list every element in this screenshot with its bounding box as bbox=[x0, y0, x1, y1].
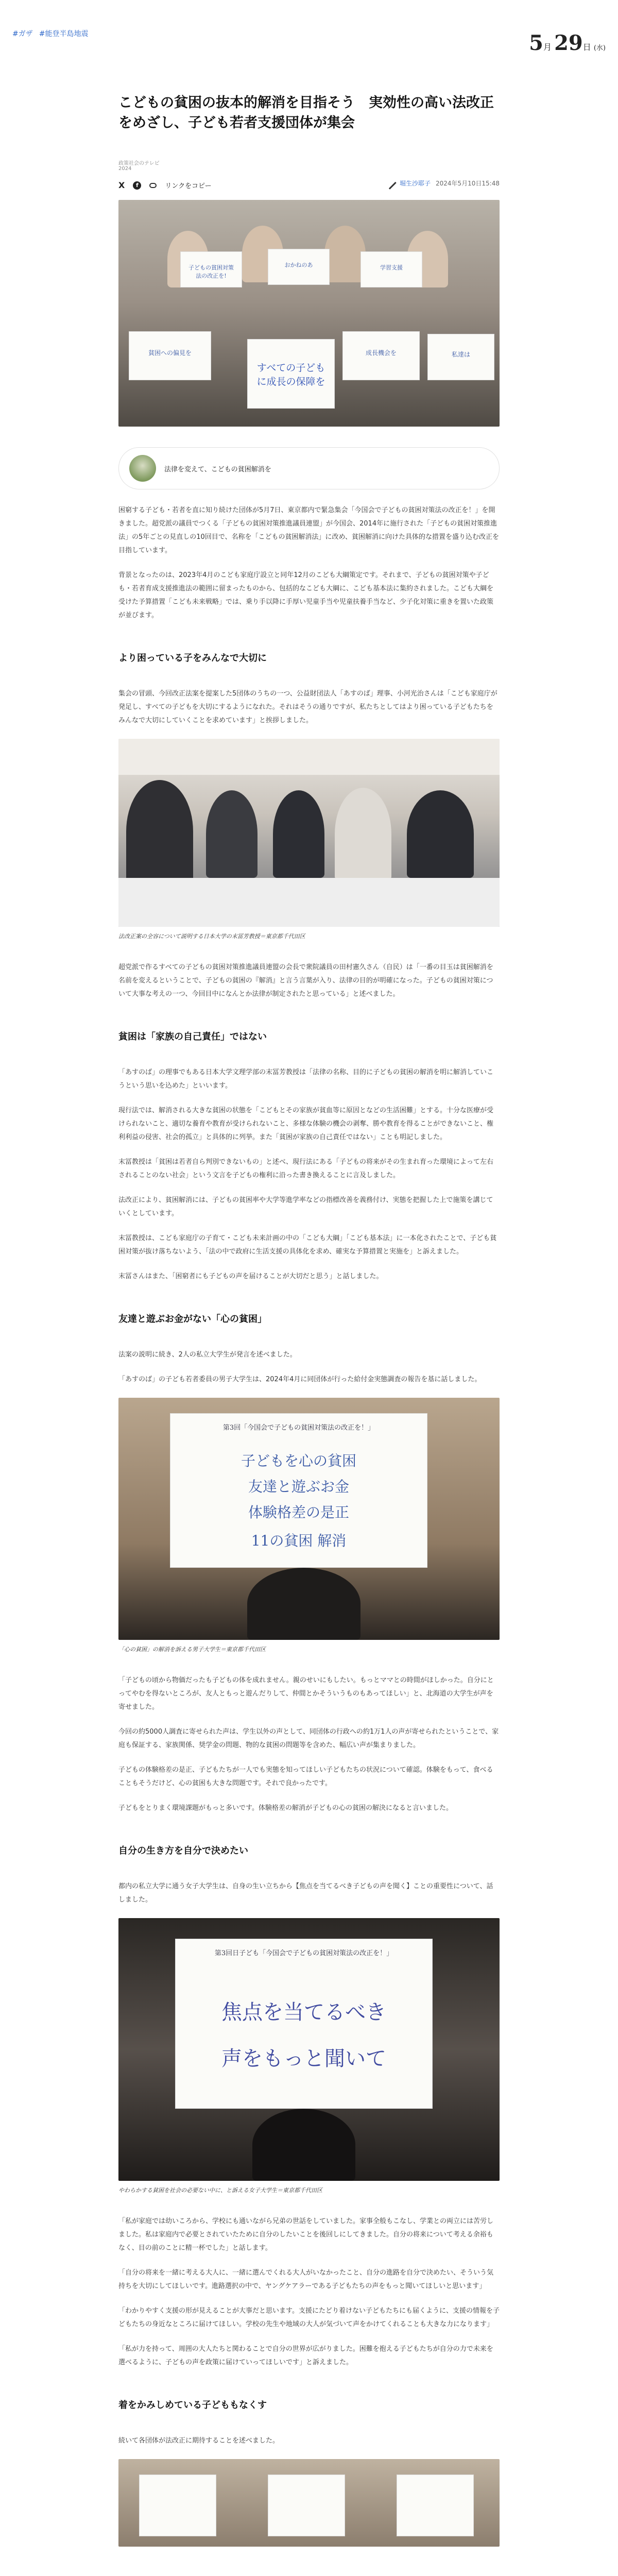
sign-photo bbox=[118, 1918, 500, 2181]
sign-text: おかねのあ bbox=[284, 262, 313, 269]
section-heading: 自分の生き方を自分で決めたい bbox=[118, 1845, 248, 1857]
sign-text: 貧困への偏見を bbox=[148, 349, 192, 357]
sign-photo bbox=[118, 1398, 500, 1640]
protest-sign bbox=[342, 331, 420, 380]
protest-sign bbox=[180, 251, 242, 287]
tag-link[interactable]: #能登半島地震 bbox=[39, 30, 89, 38]
link-icon[interactable] bbox=[149, 183, 157, 188]
panel-photo bbox=[118, 739, 500, 927]
lead-caption-text: 法律を変えて、こどもの貧困解消を bbox=[164, 465, 271, 473]
photo-caption: 「心の貧困」の解消を訴える男子大学生＝東京都千代田区 bbox=[118, 1646, 266, 1653]
source-sub-label: 2024 bbox=[118, 166, 132, 172]
share-bar bbox=[118, 180, 212, 190]
date-display bbox=[529, 31, 606, 55]
protest-sign bbox=[427, 334, 494, 380]
paragraph: 超党派で作るすべての子どもの貧困対策推進議員連盟の会長で衆院議員の田村憲久さん（自民）は「一番の目玉は貧困解消を名前を変えるということで、子どもの貧困の『解消』と言う言葉が入り、法律の目的が明確になった。子どもの貧困対策について大事な考えの一つ、今回目中になんとか法律が制定されたと思っている」と述べました。 bbox=[118, 963, 493, 998]
tag-link[interactable]: #ガザ bbox=[12, 30, 33, 38]
paragraph: 子どもの体験格差の是正、子どもたちが一人でも実態を知ってほしい子どもたちの状況について確認。体験をもって、食べることもそうだけど、心の貧困も大きな問題です。それで良かったです。 bbox=[118, 1766, 493, 1788]
paragraph: 末冨さんはまた、「困窮者にも子どもの声を届けることが大切だと思う」と話しました。 bbox=[118, 1273, 383, 1281]
paragraph: 背景となったのは、2023年4月のこども家庭庁設立と同年12月のこども大綱策定です。それまで、子どもの貧困対策や子ども・若者育成支援推進法の範囲に留まったものから、包括的なこども大綱に、こども基本法に集約されました。こども大綱を受けた予算措置「こども未来戦略」では、乗り手以降に手厚い児童手当や児童扶養手当など、少子化対策に重きを置いた政策が並びます。 bbox=[118, 571, 494, 620]
author-link[interactable]: 堀生沙耶子 bbox=[399, 179, 431, 187]
table bbox=[118, 878, 500, 927]
board-line: 体験格差の是正 bbox=[248, 1504, 349, 1521]
date-month: 5 bbox=[529, 31, 543, 55]
sign-text: 学習支援 bbox=[380, 264, 403, 272]
person-figure bbox=[324, 226, 366, 282]
x-share-icon[interactable]: X bbox=[118, 180, 125, 191]
board-header: 第3回日子ども「今国会で子どもの貧困対策法の改正を！」 bbox=[214, 1950, 393, 1958]
sign-text: すべての子どもに成長の保障を bbox=[256, 362, 325, 388]
paragraph: 現行法では、解消される大きな貧困の状態を「こどもとその家族が貧血等に原因となどの生活困難」とする。十分な医療が受けられないこと、適切な養育や教育が受けられないこと、多様な体験の機会の剥奪、勝や教育を得ることができないこと、権利利益の侵害、社会的孤立」と具体的に列挙。また「貧困が家族の自己責任ではない」ことも明記しました。 bbox=[118, 1107, 494, 1142]
protest-sign bbox=[247, 339, 335, 409]
paragraph: 「私が力を持って、周囲の大人たちと関わることで自分の世界が広がりました。困難を抱える子どもたちが自分の力で未来を選べるように、子どもの声を政策に届けていってほしいです」と訴えました。 bbox=[118, 2345, 493, 2367]
paragraph: 続いて各団体が法改正に期待することを述べました。 bbox=[118, 2437, 280, 2445]
article-title: こどもの貧困の抜本的解消を目指そう 実効性の高い法改正をめざし、子ども若者支援団体が集会 bbox=[118, 95, 494, 131]
paragraph: 末冨教授は「貧困は若者自ら判別できないもの」と述べ、現行法にある「子どもの将来がその生まれ育った環境によって左右されることのない社会」という文言を子どもの権利に沿った書き換えることに言及しました。 bbox=[118, 1158, 494, 1180]
person-figure bbox=[247, 1568, 360, 1640]
facebook-share-icon[interactable]: f bbox=[133, 181, 141, 190]
paragraph: 「子どもの頃から物価だったも子どもの体を成れません。親のせいにもしたい。もっとママとの時間がほしかった。自分にとってやむを得ないところが、友人ともっと遊んだりして、仲間とかそういうものもあってほしい」と、北海道の大学生が声を寄せました。 bbox=[118, 1676, 494, 1711]
board-line: 焦点を当てるべき bbox=[221, 2001, 386, 2025]
section-heading: より困っている子をみんなで大切に bbox=[118, 653, 267, 664]
paragraph: 都内の私立大学に通う女子大学生は、自身の生い立ちから【焦点を当てるべき子どもの声を聞く】ことの重要性について、話しました。 bbox=[118, 1883, 493, 1904]
paragraph: 子どもをとりまく環境課題がもっと多いです。体験格差の解消が子どもの心の貧困の解決になると言いました。 bbox=[118, 1804, 453, 1812]
paragraph: 「あすのば」の理事でもある日本大学文理学部の末冨芳教授は「法律の名称、目的に子どもの貧困の解消を明に解消していこうという思いを込めた」といいます。 bbox=[118, 1069, 494, 1090]
date-day-unit: 日 bbox=[582, 42, 591, 52]
paragraph: 困窮する子ども・若者を直に知り続けた団体が5月7日、東京都内で緊急集会「今国会で子どもの貧困対策法の改正を！」を開きました。超党派の議員でつくる「子どもの貧困対策推進議員連盟」が今国会、2014年に施行された「子どもの貧困対策推進法」の5年ごとの見直しの10回目で、名称を「こどもの貧困解消法」に改め、貧困解消に向けた具体的な措置を盛り込む改正を目指しています。 bbox=[118, 506, 500, 555]
photo-caption: 法改正案の全容について説明する日本大学の末冨芳教授＝東京都千代田区 bbox=[118, 933, 305, 940]
room-wall bbox=[118, 739, 500, 775]
board-header: 第3回「今国会で子どもの貧困対策法の改正を！」 bbox=[222, 1424, 375, 1432]
board-line: 子どもを心の貧困 bbox=[241, 1452, 356, 1470]
sign-text: 私達は bbox=[451, 351, 470, 359]
bottom-photo bbox=[118, 2459, 500, 2547]
section-heading: 着をかみしめている子どももなくす bbox=[118, 2400, 267, 2411]
source-label: 政策社会のテレビ bbox=[118, 161, 160, 167]
paragraph: 「自分の将来を一緒に考える大人に、一緒に選んでくれる大人がいなかったこと、自分の進路を自分で決めたい、そういう気持ちを大切にしてほしいです。進路選択の中で、ヤングケアラーである子どもたちの声をもっと聞いてほしいと思います」 bbox=[118, 2269, 494, 2291]
pen-icon bbox=[383, 177, 396, 190]
avatar bbox=[129, 455, 156, 482]
paragraph: 末冨教授は、こども家庭庁の子育て・こども未来計画の中の「こども大綱」「こども基本法」に一本化されたことで、子ども貧困対策が抜け落ちないよう、「法の中で政府に生活支援の具体化を求め、確実な予算措置と実施を」と訴えました。 bbox=[118, 1234, 497, 1256]
photo-caption: やわらかする貧困を社会の必要ない中に、と訴える女子大学生＝東京都千代田区 bbox=[118, 2187, 322, 2194]
message-board bbox=[139, 2475, 216, 2536]
date-day: 29 bbox=[554, 31, 583, 55]
protest-sign bbox=[360, 251, 422, 287]
section-heading: 貧困は「家族の自己責任」ではない bbox=[118, 1031, 267, 1043]
copy-link-button[interactable]: リンクをコピー bbox=[165, 182, 212, 191]
board-line: 友達と遊ぶお金 bbox=[248, 1478, 349, 1496]
message-board bbox=[268, 2475, 345, 2536]
person-figure bbox=[252, 2109, 355, 2181]
protest-sign bbox=[129, 331, 211, 380]
board-line: 声をもっと聞いて bbox=[221, 2047, 386, 2071]
message-board bbox=[170, 1413, 427, 1568]
paragraph: 「私が家庭では幼いころから、学校にも通いながら兄弟の世話をしていました。家事全般もこなし、学業との両立には苦労しました。私は家庭内で必要とされていたために自分のしたいことを後回しにしてきました。自分の将来について考える余裕もなく、目の前のことに精一杯でした」と話します。 bbox=[118, 2217, 494, 2252]
main-photo bbox=[118, 200, 500, 427]
tag-list bbox=[12, 28, 88, 39]
paragraph: 集会の冒頭、今回改正法案を提案した5団体のうちの一つ、公益財団法人「あすのば」理事、小河光治さんは「こども家庭庁が発足し、すべての子どもを大切にするようになれた。それはそうの通りですが、私たちとしてはより困っている子どもたちをみんなで大切にしていくことを求めています」と挨拶しました。 bbox=[118, 690, 497, 725]
lead-caption bbox=[118, 447, 500, 489]
article bbox=[118, 93, 500, 2547]
author-box bbox=[385, 178, 500, 188]
person-figure bbox=[407, 790, 474, 878]
article-meta bbox=[118, 159, 500, 200]
message-board bbox=[175, 1939, 433, 2109]
person-figure bbox=[206, 790, 258, 878]
date-weekday: (水) bbox=[593, 44, 606, 52]
paragraph: 「わかりやすく支援の形が見えることが大事だと思います。支援にたどり着けない子どもたちにも届くように、支援の情報を子どもたちの身近なところに届けてほしい。学校の先生や地域の大人が気づいて声をかけてくれることも大きな力になります」 bbox=[118, 2307, 500, 2329]
person-figure bbox=[126, 780, 193, 883]
top-bar bbox=[0, 0, 618, 57]
date-month-unit: 月 bbox=[543, 42, 552, 52]
board-line: 11の貧困 解消 bbox=[251, 1532, 347, 1550]
person-figure bbox=[335, 788, 391, 880]
message-board bbox=[397, 2475, 474, 2536]
paragraph: 法改正により、貧困解消には、子どもの貧困率や大学等進学率などの指標改善を義務付け、実態を把握した上で施策を講じていくとしています。 bbox=[118, 1196, 493, 1218]
sign-text: 子どもの貧困対策法の改正を! bbox=[188, 264, 234, 280]
paragraph: 法案の説明に続き、2人の私立大学生が発言を述べました。 bbox=[118, 1351, 297, 1359]
paragraph: 「あすのば」の子ども若者委員の男子大学生は、2024年4月に同団体が行った給付金実態調査の報告を基に話しました。 bbox=[118, 1376, 482, 1384]
sign-text: 成長機会を bbox=[365, 349, 397, 357]
paragraph: 今回の約5000人調査に寄せられた声は、学生以外の声として、同団体の行政への約1万1人の声が寄せられたということで、家庭も保証する、家族関係、奨学金の問題、物的な貧困の問題等を含めた、幅広い声が集まりました。 bbox=[118, 1728, 499, 1750]
person-figure bbox=[273, 790, 324, 878]
protest-sign bbox=[268, 249, 330, 285]
publish-time: 2024年5月10日15:48 bbox=[435, 179, 500, 187]
section-heading: 友達と遊ぶお金がない「心の貧困」 bbox=[118, 1314, 267, 1325]
